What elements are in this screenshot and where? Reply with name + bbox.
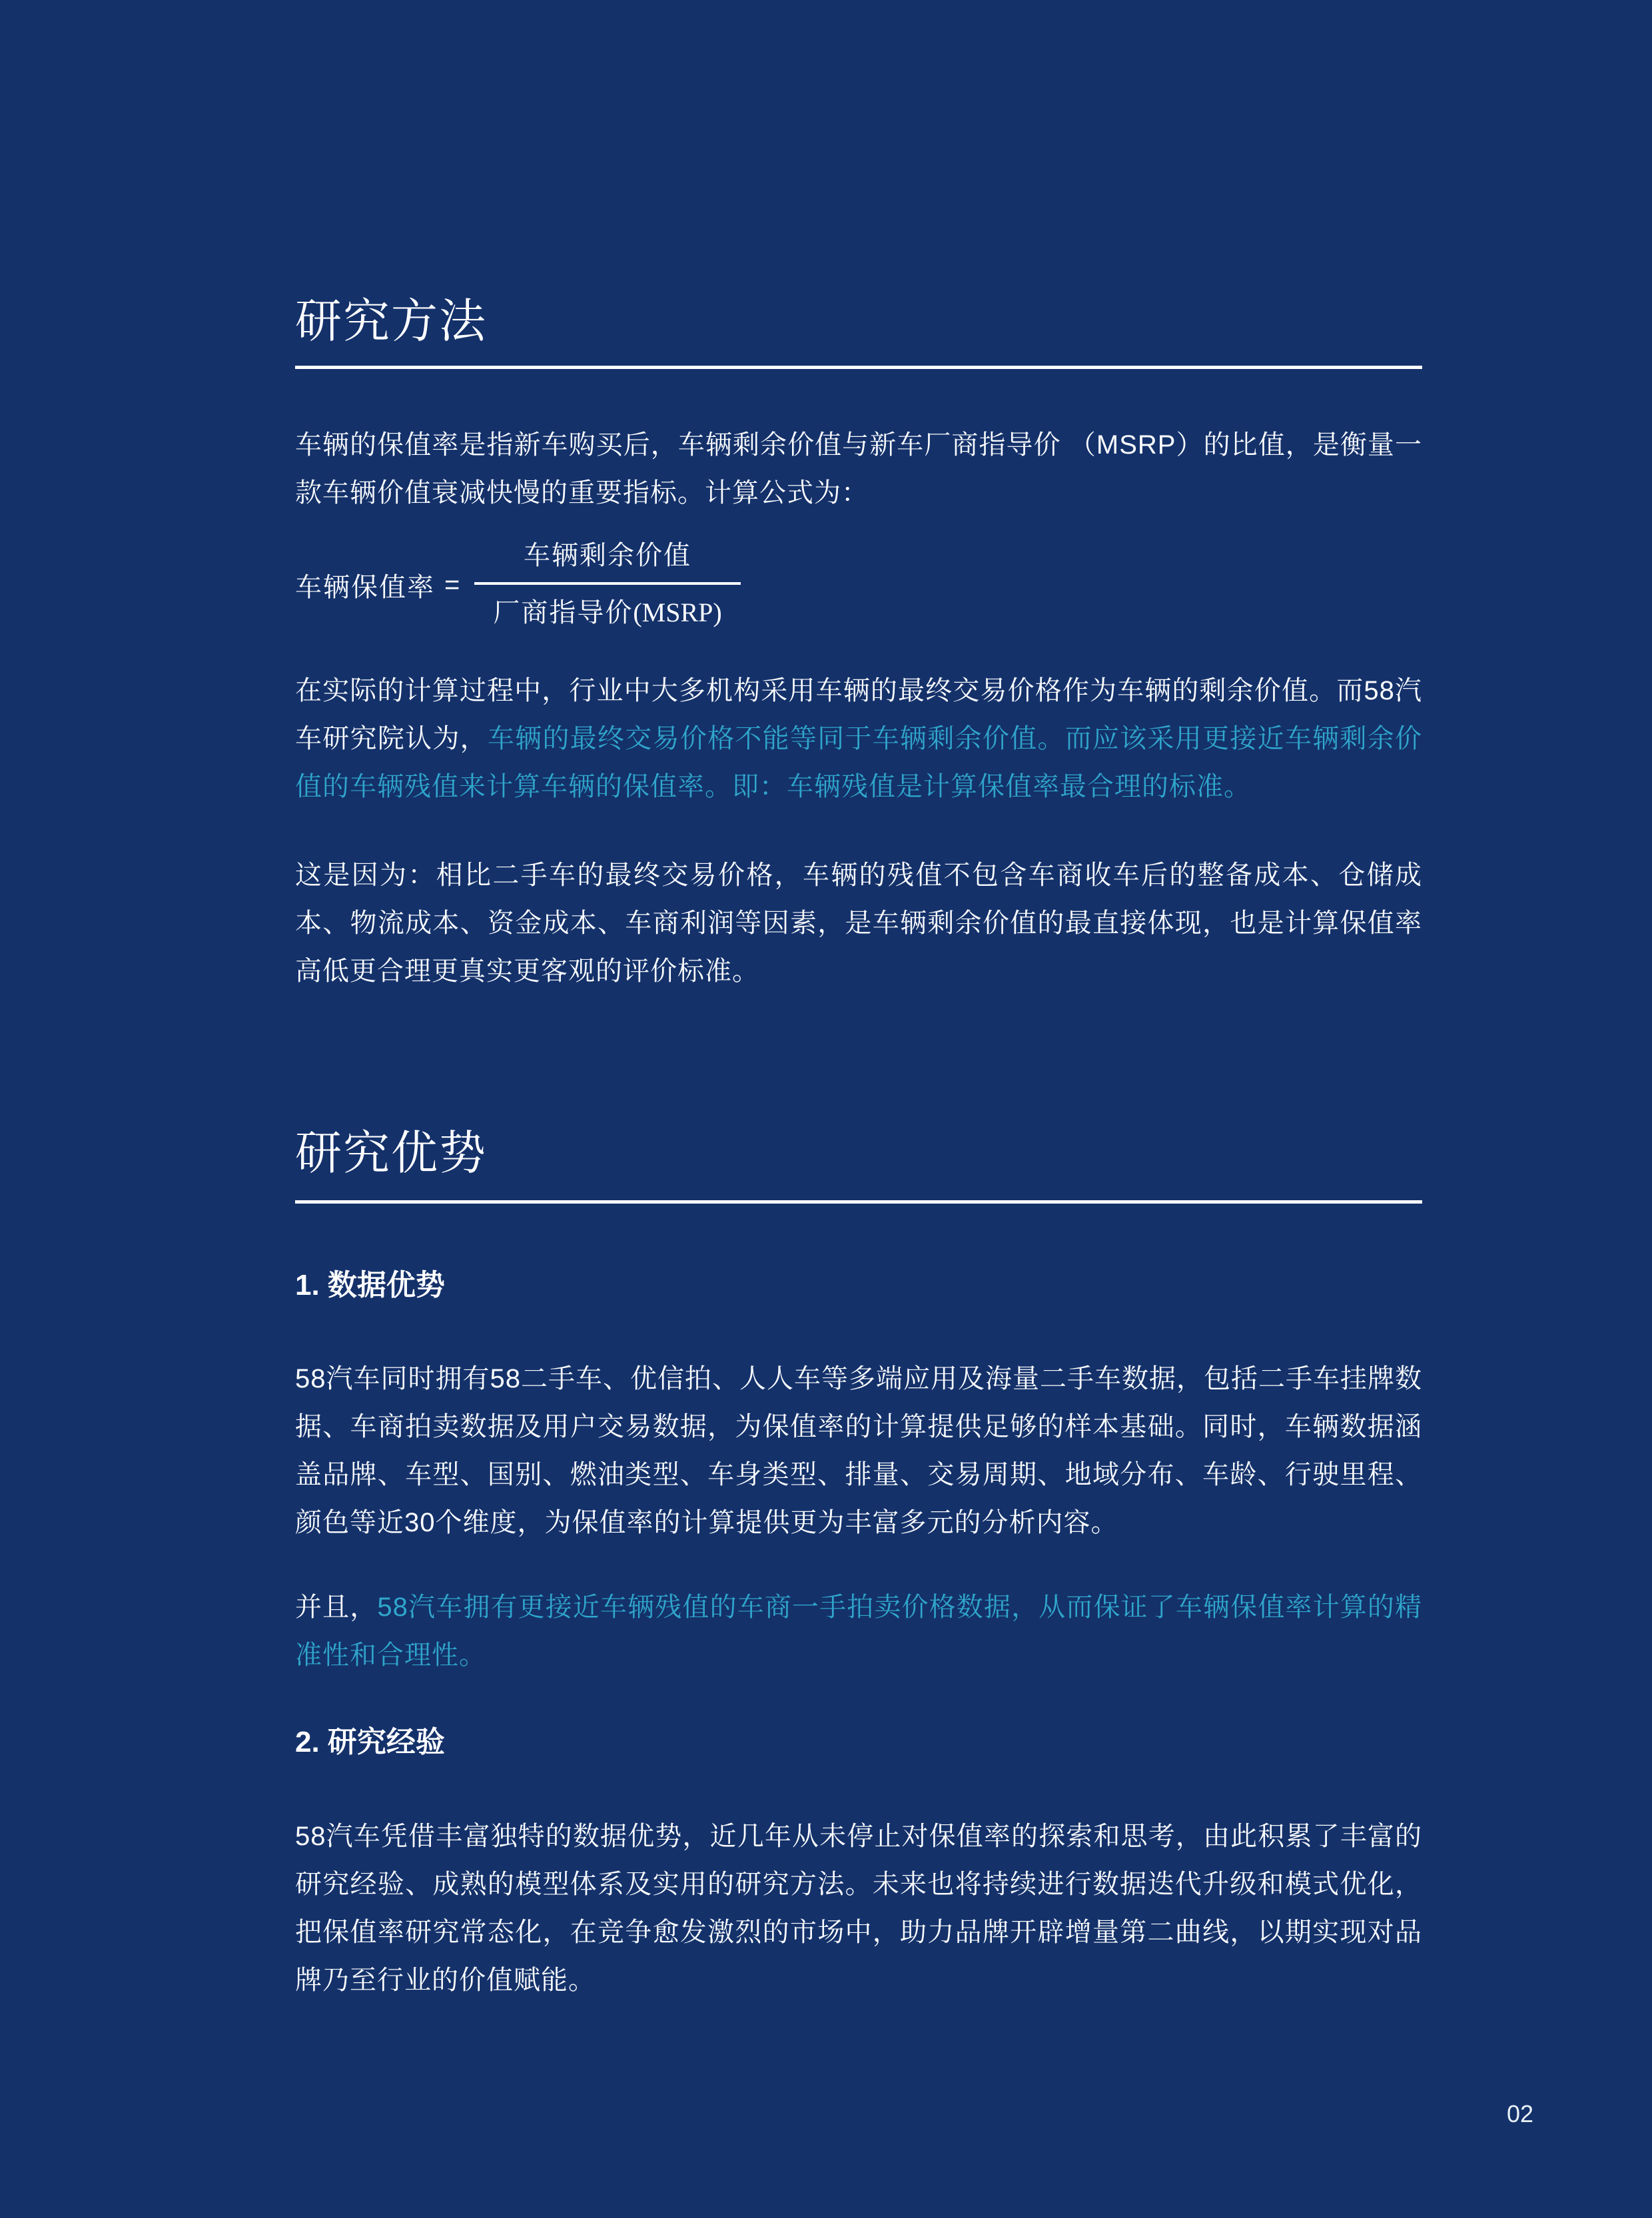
formula-fraction (474, 538, 740, 631)
paragraph-residual-value-reason: 这是因为：相比二手车的最终交易价格，车辆的残值不包含车商收车后的整备成本、仓储成本、物流成本、资金成本、车商利润等因素，是车辆剩余价值的最直接体现，也是计算保值率高低更合理更真实更客观的评价标准。 (295, 861, 1422, 986)
paragraph-data-advantage: 58汽车同时拥有58二手车、优信拍、人人车等多端应用及海量二手车数据，包括二手车挂牌数据、车商拍卖数据及用户交易数据，为保值率的计算提供足够的样本基础。同时，车辆数据涵盖品牌、车型、国别、燃油类型、车身类型、排量、交易周期、地域分布、车龄、行驶里程、颜色等近30个维度，为保值率的计算提供更为丰富多元的分析内容。 (295, 1364, 1422, 1537)
section-divider (295, 366, 1422, 369)
page-number: 02 (1506, 2100, 1533, 2127)
formula-denominator-msrp: (MSRP) (633, 597, 722, 627)
content-column (295, 0, 1422, 2004)
paragraph-industry-practice (295, 667, 1422, 811)
formula-denominator-cn: 厂商指导价 (493, 598, 633, 627)
paragraph-industry-practice-white: 在实际的计算过程中，行业中大多机构采用车辆的最终交易价格作为车辆的剩余价值。而58汽车研究院认为， (295, 676, 1422, 753)
paragraph-holding-rate-definition: 车辆的保值率是指新车购买后，车辆剩余价值与新车厂商指导价 （MSRP）的比值，是衡量一款车辆价值衰减快慢的重要指标。计算公式为： (295, 430, 1422, 508)
paragraph-auction-data-white: 并且， (295, 1593, 378, 1622)
formula-lhs: 车辆保值率 (295, 572, 435, 602)
section-divider (295, 1200, 1422, 1204)
paragraph-auction-data-accent: 58汽车拥有更接近车辆残值的车商一手拍卖价格数据，从而保证了车辆保值率计算的精准性和合理性。 (295, 1593, 1423, 1670)
paragraph-auction-data (295, 1583, 1422, 1679)
formula-holding-rate (295, 538, 1422, 631)
section-title-research-method: 研究方法 (295, 295, 487, 347)
section-title-research-advantage: 研究优势 (295, 1127, 487, 1179)
formula-equals-sign: = (444, 569, 460, 599)
paragraph-industry-practice-accent: 车辆的最终交易价格不能等同于车辆剩余价值。而应该采用更接近车辆剩余价值的车辆残值来计算车辆的保值率。即：车辆残值是计算保值率最合理的标准。 (295, 724, 1423, 801)
subsection-title-research-experience: 2. 研究经验 (295, 1726, 445, 1758)
formula-denominator (474, 585, 740, 631)
subsection-title-data-advantage: 1. 数据优势 (295, 1269, 445, 1301)
formula-numerator: 车辆剩余价值 (524, 541, 692, 570)
paragraph-research-experience: 58汽车凭借丰富独特的数据优势，近几年从未停止对保值率的探索和思考，由此积累了丰富的研究经验、成熟的模型体系及实用的研究方法。未来也将持续进行数据迭代升级和模式优化，把保值率研究常态化，在竞争愈发激烈的市场中，助力品牌开辟增量第二曲线，以期实现对品牌乃至行业的价值赋能。 (295, 1822, 1422, 1995)
